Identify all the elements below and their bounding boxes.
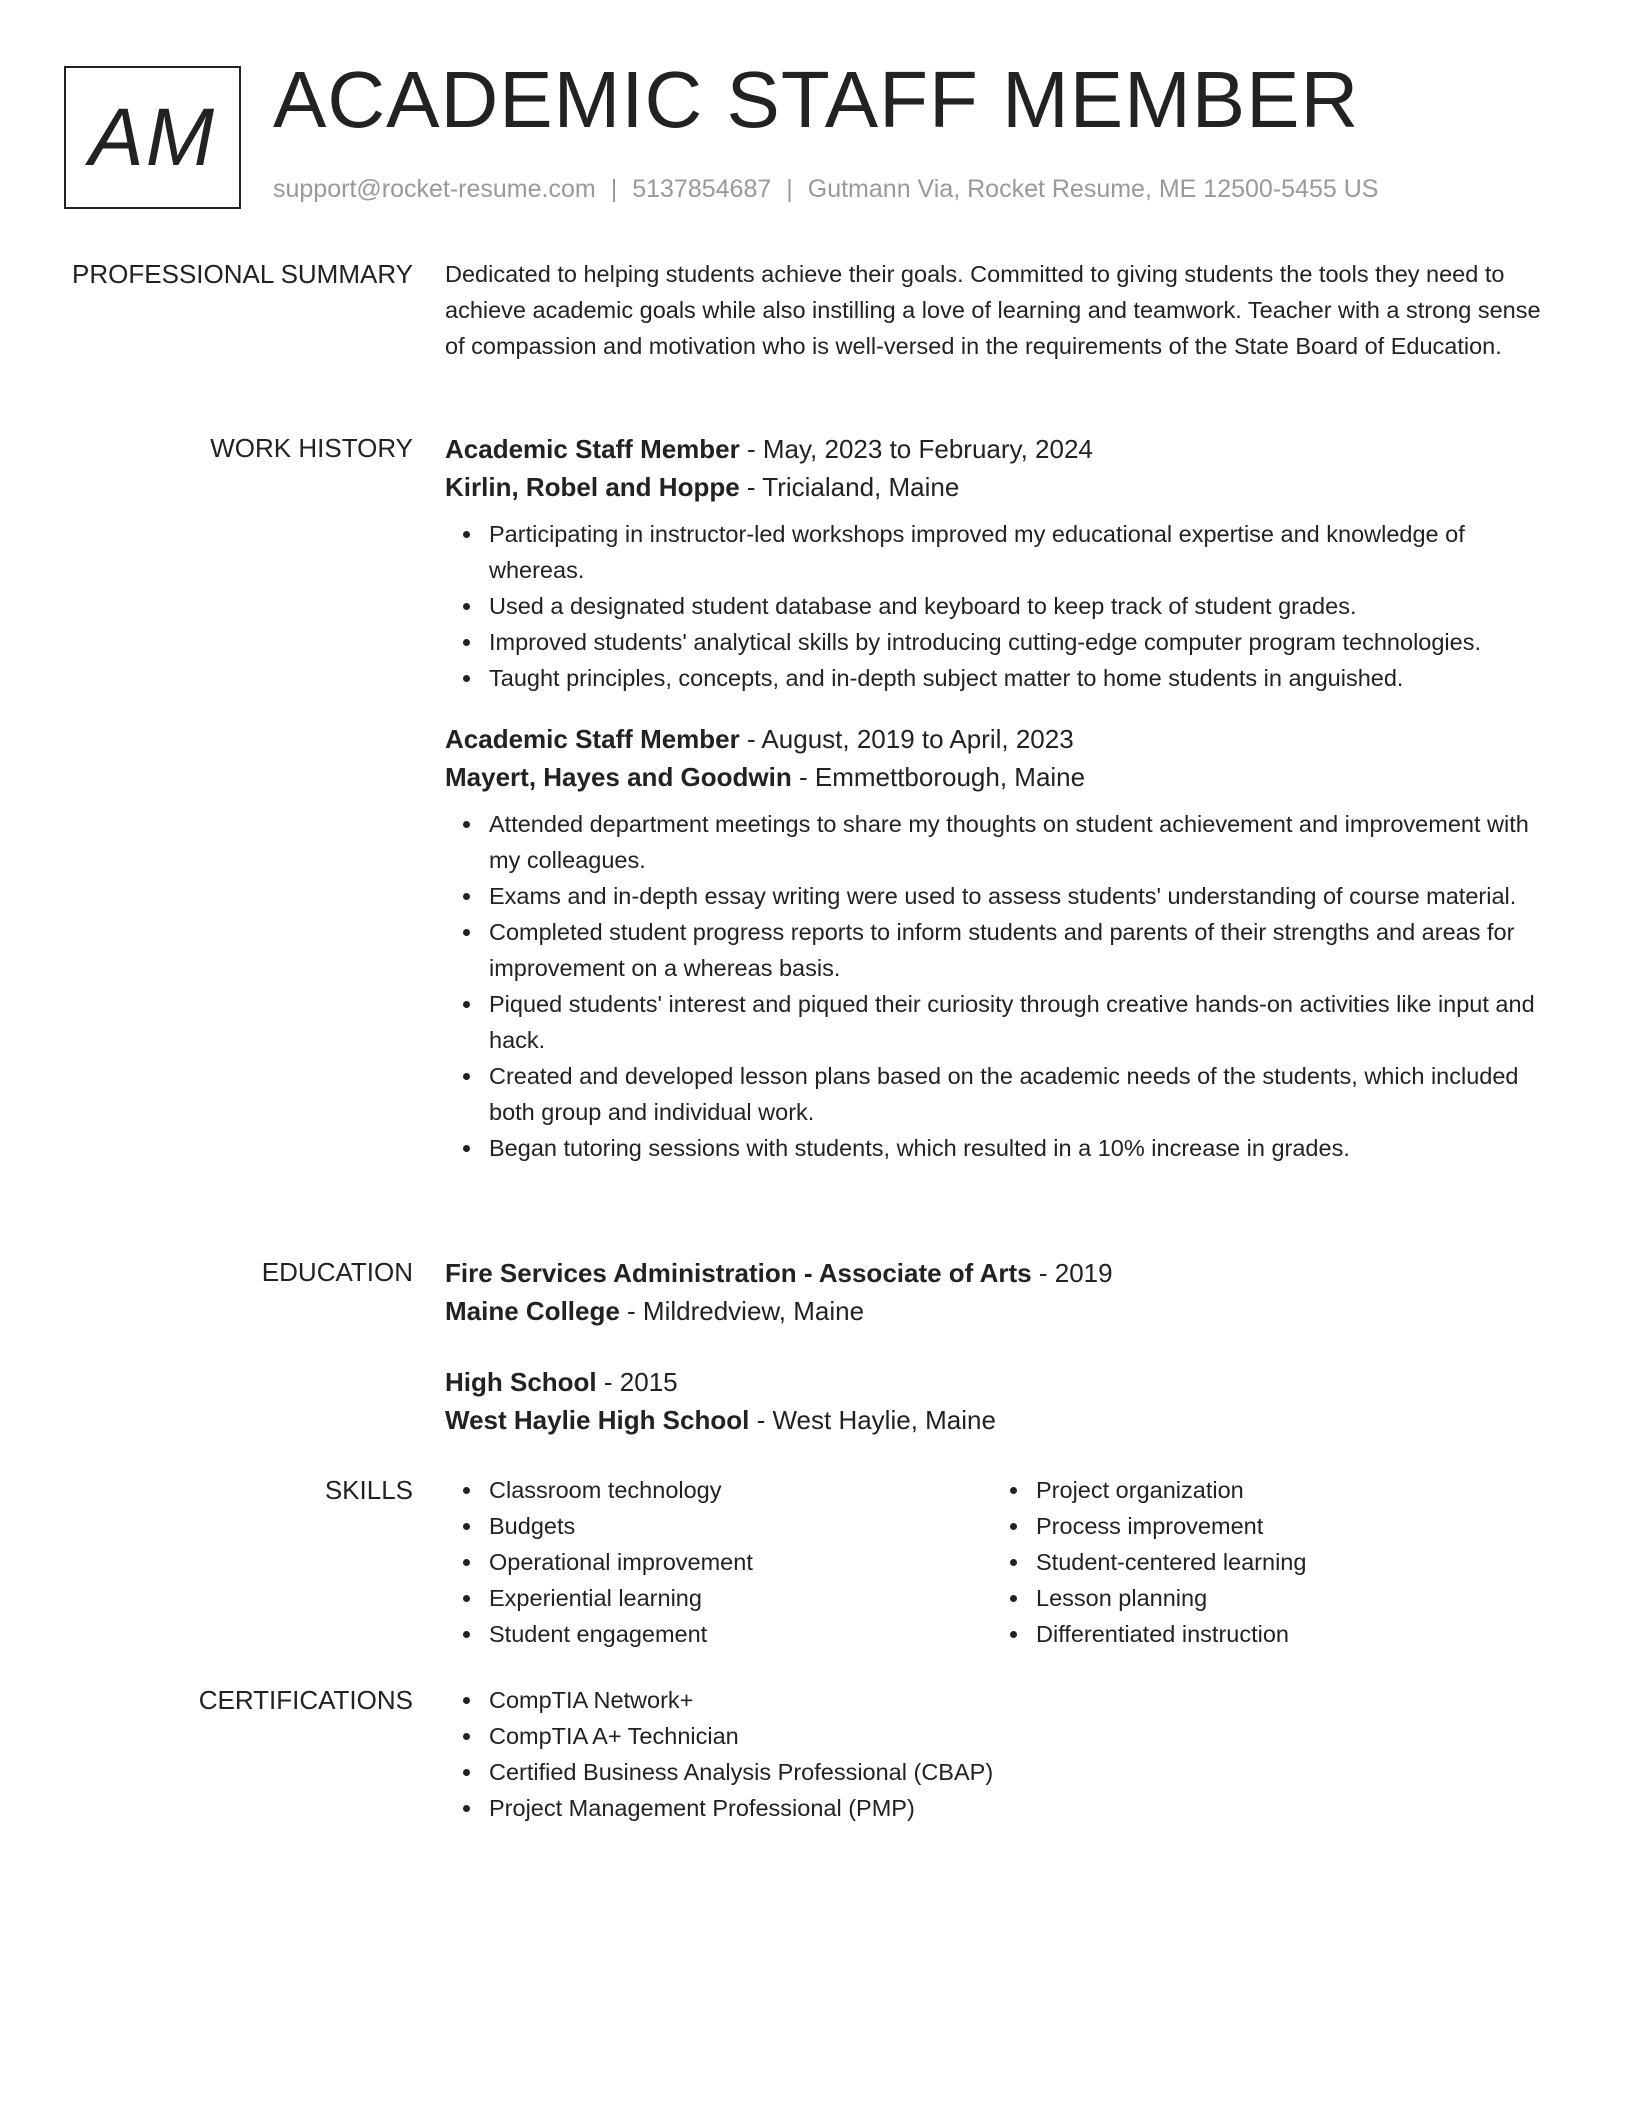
- skill-item: Process improvement: [1036, 1508, 1539, 1544]
- education-school: Maine College: [445, 1296, 620, 1326]
- education-school-line: [445, 1401, 1565, 1439]
- skills-label: SKILLS: [324, 1475, 413, 1505]
- skill-item: Student-centered learning: [1036, 1544, 1539, 1580]
- job-bullets: [445, 806, 1565, 1166]
- contact-email: support@rocket-resume.com: [273, 175, 596, 203]
- work-history-content: [445, 430, 1565, 1166]
- skill-item: Operational improvement: [489, 1544, 992, 1580]
- job-bullet: Completed student progress reports to inform students and parents of their strengths and areas for improvement on a whereas basis.: [489, 914, 1565, 986]
- skill-item: Experiential learning: [489, 1580, 992, 1616]
- job-company: Mayert, Hayes and Goodwin: [445, 762, 792, 792]
- education-degree-line: [445, 1254, 1565, 1292]
- education-school-line: [445, 1292, 1565, 1330]
- contact-address: Gutmann Via, Rocket Resume, ME 12500-5455 US: [807, 175, 1379, 203]
- job-entry: [445, 720, 1565, 1166]
- job-bullets: [445, 516, 1565, 696]
- work-history-label: WORK HISTORY: [210, 433, 413, 463]
- skills-list-left: [445, 1472, 992, 1652]
- education-location: - West Haylie, Maine: [749, 1405, 996, 1435]
- skill-item: Project organization: [1036, 1472, 1539, 1508]
- certifications-label: CERTIFICATIONS: [198, 1685, 413, 1715]
- certification-item: CompTIA A+ Technician: [489, 1718, 1565, 1754]
- job-dates: - August, 2019 to April, 2023: [739, 724, 1074, 754]
- education-entry: [445, 1363, 1565, 1439]
- job-title: Academic Staff Member: [445, 434, 740, 464]
- job-bullet: Used a designated student database and keyboard to keep track of student grades.: [489, 588, 1565, 624]
- skill-item: Lesson planning: [1036, 1580, 1539, 1616]
- contact-separator: |: [610, 175, 618, 203]
- job-dates: - May, 2023 to February, 2024: [739, 434, 1093, 464]
- certification-item: Certified Business Analysis Professional (CBAP): [489, 1754, 1565, 1790]
- job-bullet: Began tutoring sessions with students, which resulted in a 10% increase in grades.: [489, 1130, 1565, 1166]
- job-bullet: Piqued students' interest and piqued their curiosity through creative hands-on activities like input and hack.: [489, 986, 1565, 1058]
- skill-item: Differentiated instruction: [1036, 1616, 1539, 1652]
- job-bullet: Participating in instructor-led workshops improved my educational expertise and knowledge of whereas.: [489, 516, 1565, 588]
- education-content: [445, 1254, 1565, 1439]
- skill-item: Classroom technology: [489, 1472, 992, 1508]
- contact-separator: |: [786, 175, 793, 203]
- certification-item: CompTIA Network+: [489, 1682, 1565, 1718]
- education-label: EDUCATION: [261, 1257, 413, 1287]
- certifications-list: [445, 1682, 1565, 1826]
- resume-name: ACADEMIC STAFF MEMBER: [273, 55, 1360, 144]
- education-degree: High School: [445, 1367, 597, 1397]
- job-title-line: [445, 720, 1565, 758]
- monogram-initials: AM: [89, 91, 216, 183]
- skills-content: [445, 1472, 1565, 1652]
- job-company: Kirlin, Robel and Hoppe: [445, 472, 740, 502]
- contact-phone: 5137854687: [632, 175, 772, 203]
- job-bullet: Created and developed lesson plans based on the academic needs of the students, which included both group and individual work.: [489, 1058, 1565, 1130]
- certifications-content: [445, 1682, 1565, 1826]
- education-entry: [445, 1254, 1565, 1330]
- job-title: Academic Staff Member: [445, 724, 740, 754]
- contact-line: [273, 175, 1378, 204]
- job-bullet: Attended department meetings to share my thoughts on student achievement and improvement with my colleagues.: [489, 806, 1565, 878]
- certification-item: Project Management Professional (PMP): [489, 1790, 1565, 1826]
- education-school: West Haylie High School: [445, 1405, 750, 1435]
- job-entry: [445, 430, 1565, 696]
- education-degree: Fire Services Administration - Associate of Arts: [445, 1258, 1032, 1288]
- job-title-line: [445, 430, 1565, 468]
- job-location: - Tricialand, Maine: [739, 472, 960, 502]
- education-year: - 2019: [1031, 1258, 1113, 1288]
- education-location: - Mildredview, Maine: [619, 1296, 865, 1326]
- job-company-line: [445, 468, 1565, 506]
- skill-item: Budgets: [489, 1508, 992, 1544]
- job-bullet: Improved students' analytical skills by introducing cutting-edge computer program technologies.: [489, 624, 1565, 660]
- job-company-line: [445, 758, 1565, 796]
- summary-label: PROFESSIONAL SUMMARY: [72, 259, 413, 289]
- job-bullet: Taught principles, concepts, and in-depth subject matter to home students in anguished.: [489, 660, 1565, 696]
- summary-text: Dedicated to helping students achieve their goals. Committed to giving students the tools they need to achieve academic goals while also instilling a love of learning and teamwork. Teacher with a strong sense of compassion and motivation who is well-versed in the requirements of the State Board of Education.: [445, 261, 1541, 359]
- job-bullet: Exams and in-depth essay writing were used to assess students' understanding of course material.: [489, 878, 1565, 914]
- skills-list-right: [992, 1472, 1539, 1652]
- education-degree-line: [445, 1363, 1565, 1401]
- education-year: - 2015: [596, 1367, 678, 1397]
- monogram-box: [64, 66, 241, 209]
- job-location: - Emmettborough, Maine: [791, 762, 1086, 792]
- skill-item: Student engagement: [489, 1616, 992, 1652]
